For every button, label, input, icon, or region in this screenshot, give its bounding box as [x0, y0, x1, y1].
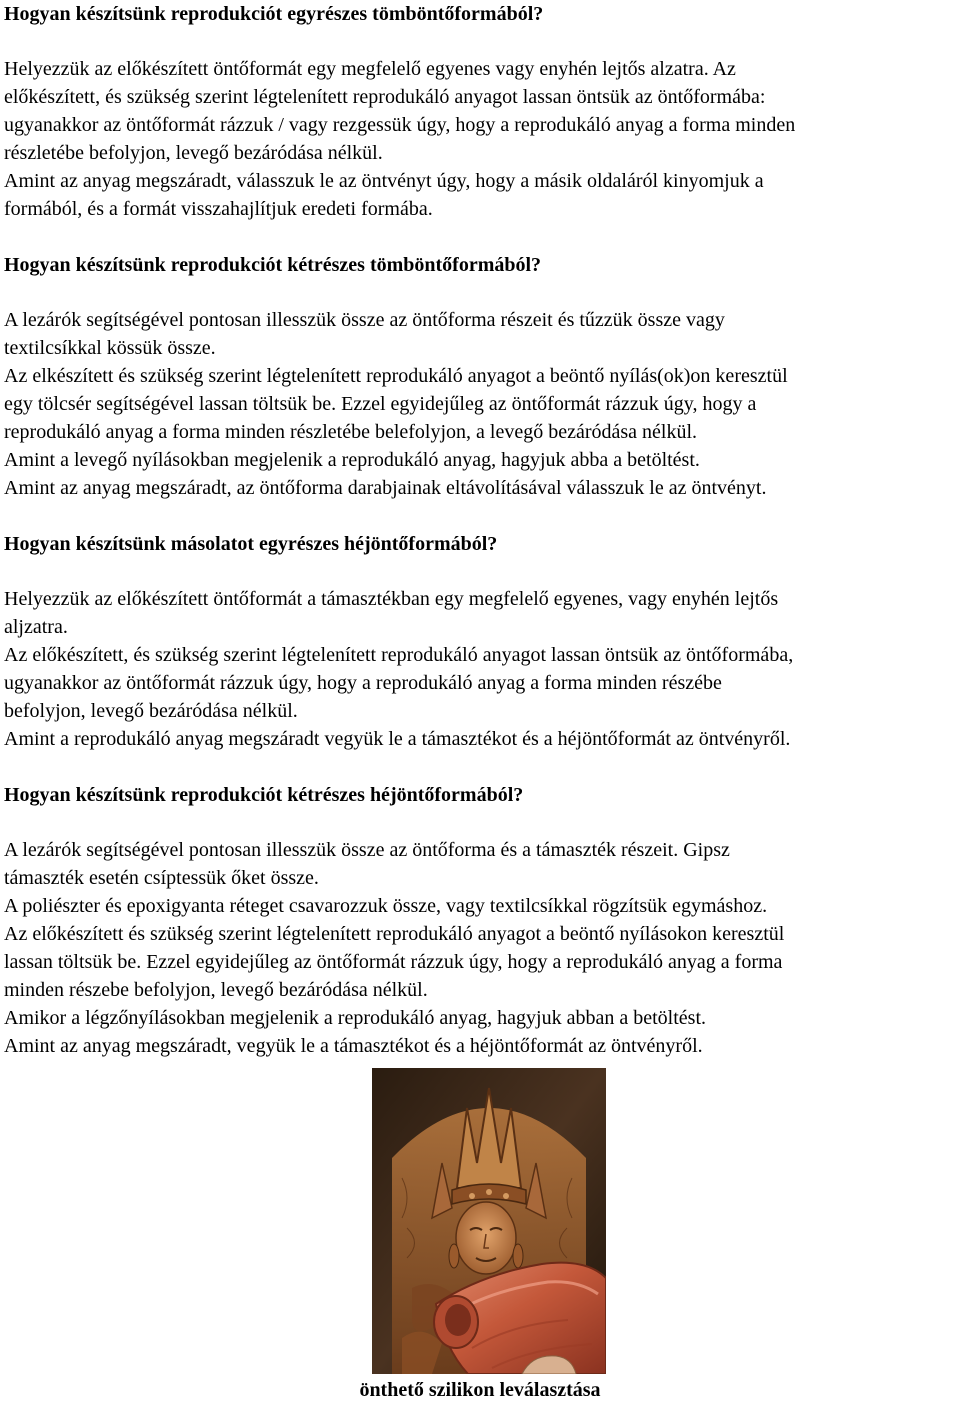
paragraph-line: minden részebe befolyjon, levegő bezáródása nélkül.: [4, 979, 428, 1001]
paragraph-line: egy tölcsér segítségével lassan töltsük be. Ezzel egyidejűleg az öntőformát rázzuk úgy, hogy a: [4, 393, 757, 415]
paragraph-line: Amint a levegő nyílásokban megjelenik a reprodukáló anyag, hagyjuk abba a betöltést.: [4, 449, 700, 471]
section-3: [4, 530, 956, 781]
paragraph-line: Amint az anyag megszáradt, vegyük le a támasztékot és a héjöntőformát az öntvényről.: [4, 1035, 703, 1057]
paragraph-line: Az előkészített és szükség szerint légtelenített reprodukáló anyagot a beöntő nyílásokon keresztül: [4, 923, 785, 945]
paragraph-line: Amint az anyag megszáradt, válasszuk le az öntvényt úgy, hogy a másik oldaláról kinyomjuk a: [4, 170, 764, 192]
paragraph-line: ugyanakkor az öntőformát rázzuk / vagy rezgessük úgy, hogy a reprodukáló anyag a forma minden: [4, 114, 796, 136]
paragraph-line: előkészített, és szükség szerint légtelenített reprodukáló anyagot lassan öntsük az öntőformába:: [4, 86, 766, 108]
paragraph-line: Az előkészített, és szükség szerint légtelenített reprodukáló anyagot lassan öntsük az öntőformába,: [4, 644, 794, 666]
paragraph-line: Helyezzük az előkészített öntőformát egy megfelelő egyenes vagy enyhén lejtős alzatra. Az: [4, 58, 736, 80]
paragraph-line: Amint a reprodukáló anyag megszáradt vegyük le a támasztékot és a héjöntőformát az öntvényről.: [4, 728, 791, 750]
figure-caption: önthető szilikon leválasztása: [359, 1379, 601, 1401]
section-4: [4, 781, 956, 1060]
paragraph-line: támaszték esetén csíptessük őket össze.: [4, 867, 319, 889]
paragraph-line: A poliészter és epoxigyanta réteget csavarozzuk össze, vagy textilcsíkkal rögzítsük egymáshoz.: [4, 895, 768, 917]
paragraph-line: Az elkészített és szükség szerint légtelenített reprodukáló anyagot a beöntő nyílás(ok)on keresztül: [4, 365, 788, 387]
paragraph-line: lassan töltsük be. Ezzel egyidejűleg az öntőformát rázzuk úgy, hogy a reprodukáló anyag a forma: [4, 951, 783, 973]
paragraph-line: formából, és a formát visszahajlítjuk eredeti formába.: [4, 198, 433, 220]
paragraph-line: ugyanakkor az öntőformát rázzuk úgy, hogy a reprodukáló anyag a forma minden részébe: [4, 672, 722, 694]
section-heading: Hogyan készítsünk másolatot egyrészes héjöntőformából?: [4, 533, 498, 555]
paragraph-line: Amikor a légzőnyílásokban megjelenik a reprodukáló anyag, hagyjuk abban a betöltést.: [4, 1007, 707, 1029]
paragraph-line: reprodukáló anyag a forma minden részletébe belefolyjon, a levegő bezáródása nélkül.: [4, 421, 698, 443]
section-heading: Hogyan készítsünk reprodukciót kétrészes tömböntőformából?: [4, 254, 542, 276]
paragraph-line: Helyezzük az előkészített öntőformát a támasztékban egy megfelelő egyenes, vagy enyhén lejtős: [4, 588, 779, 610]
section-heading: Hogyan készítsünk reprodukciót egyrészes tömböntőformából?: [4, 3, 544, 25]
section-heading: Hogyan készítsünk reprodukciót kétrészes héjöntőformából?: [4, 784, 524, 806]
section-2: [4, 251, 956, 530]
paragraph-line: A lezárók segítségével pontosan illesszük össze az öntőforma részeit és tűzzük össze vagy: [4, 309, 725, 331]
paragraph-line: Amint az anyag megszáradt, az öntőforma darabjainak eltávolításával válasszuk le az öntvényt.: [4, 477, 767, 499]
paragraph-line: befolyjon, levegő bezáródása nélkül.: [4, 700, 298, 722]
paragraph-line: részletébe befolyjon, levegő bezáródása nélkül.: [4, 142, 383, 164]
paragraph-line: aljzatra.: [4, 616, 68, 638]
silicone-demolding-photo: [372, 1068, 606, 1374]
paragraph-line: textilcsíkkal kössük össze.: [4, 337, 216, 359]
document-page: [4, 0, 956, 1060]
section-1: [4, 0, 956, 251]
paragraph-line: A lezárók segítségével pontosan illesszük össze az öntőforma és a támaszték részeit. Gipsz: [4, 839, 730, 861]
